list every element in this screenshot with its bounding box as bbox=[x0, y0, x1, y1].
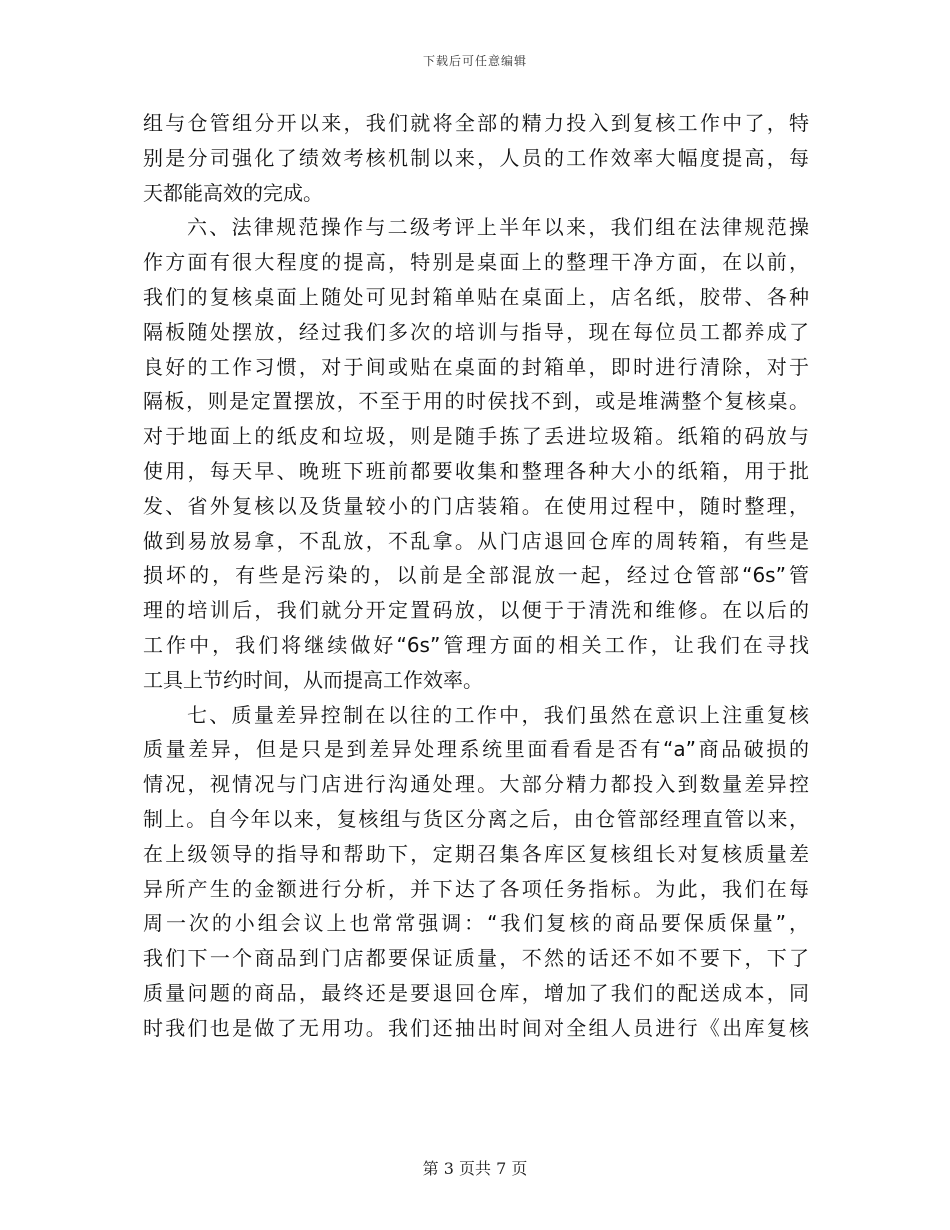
body-line: 制上。自今年以来，复核组与货区分离之后，由仓管部经理直管以来， bbox=[143, 806, 809, 831]
body-line: 质量差异，但是只是到差异处理系统里面看看是否有“a”商品破损的 bbox=[143, 737, 809, 762]
body-line: 组与仓管组分开以来，我们就将全部的精力投入到复核工作中了，特 bbox=[143, 111, 809, 135]
body-line: 损坏的，有些是污染的，以前是全部混放一起，经过仓管部“6s”管 bbox=[143, 563, 809, 588]
page-footer: 第 3 页共 7 页 bbox=[422, 1159, 528, 1178]
paragraph-start-line: 七、质量差异控制在以往的工作中，我们虽然在意识上注重复核 bbox=[187, 702, 809, 727]
body-line: 理的培训后，我们就分开定置码放，以便于于清洗和维修。在以后的 bbox=[143, 598, 809, 623]
body-line: 隔板，则是定置摆放，不至于用的时侯找不到，或是堆满整个复核桌。 bbox=[143, 389, 809, 414]
body-line: 良好的工作习惯，对于间或贴在桌面的封箱单，即时进行清除，对于 bbox=[143, 354, 809, 379]
body-line: 质量问题的商品，最终还是要退回仓库，增加了我们的配送成本，同 bbox=[143, 980, 809, 1005]
body-line: 隔板随处摆放，经过我们多次的培训与指导，现在每位员工都养成了 bbox=[143, 319, 809, 344]
body-line: 在上级领导的指导和帮助下，定期召集各库区复核组长对复核质量差 bbox=[143, 841, 809, 866]
body-line: 情况，视情况与门店进行沟通处理。大部分精力都投入到数量差异控 bbox=[143, 772, 809, 797]
paragraph-start-line: 六、法律规范操作与二级考评上半年以来，我们组在法律规范操 bbox=[187, 215, 809, 240]
body-line: 周一次的小组会议上也常常强调：“我们复核的商品要保质保量”， bbox=[143, 911, 809, 936]
body-line: 异所产生的金额进行分析，并下达了各项任务指标。为此，我们在每 bbox=[143, 876, 809, 901]
body-line: 天都能高效的完成。 bbox=[143, 180, 323, 205]
document-body bbox=[143, 106, 809, 1046]
body-line: 做到易放易拿，不乱放，不乱拿。从门店退回仓库的周转箱，有些是 bbox=[143, 528, 809, 553]
body-line: 作方面有很大程度的提高，特别是桌面上的整理干净方面，在以前， bbox=[143, 250, 809, 275]
body-line: 时我们也是做了无用功。我们还抽出时间对全组人员进行《出库复核 bbox=[143, 1015, 809, 1040]
body-line: 使用，每天早、晚班下班前都要收集和整理各种大小的纸箱，用于批 bbox=[143, 458, 809, 483]
body-line: 发、省外复核以及货量较小的门店装箱。在使用过程中，随时整理， bbox=[143, 493, 809, 518]
body-line: 我们的复核桌面上随处可见封箱单贴在桌面上，店名纸，胶带、各种 bbox=[143, 284, 809, 309]
body-line: 对于地面上的纸皮和垃圾，则是随手拣了丢进垃圾箱。纸箱的码放与 bbox=[143, 424, 809, 449]
body-line: 别是分司强化了绩效考核机制以来，人员的工作效率大幅度提高，每 bbox=[143, 145, 809, 170]
body-line: 我们下一个商品到门店都要保证质量，不然的话还不如不要下，下了 bbox=[143, 946, 809, 971]
page-header: 下载后可任意编辑 bbox=[422, 54, 527, 68]
body-line: 工作中，我们将继续做好“6s”管理方面的相关工作，让我们在寻找 bbox=[143, 632, 809, 657]
body-line: 工具上节约时间，从而提高工作效率。 bbox=[143, 667, 483, 692]
